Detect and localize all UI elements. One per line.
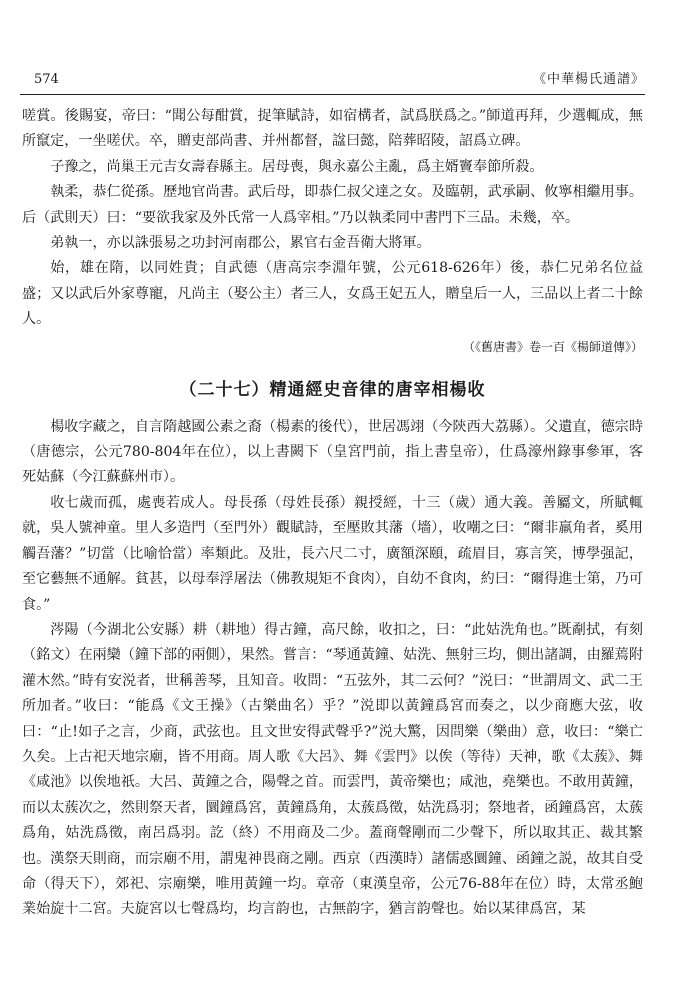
section-title: （二十七）精通經史音律的唐宰相楊收: [179, 379, 486, 400]
paragraph: 始，雄在隋，以同姓貴；自武德（唐高宗李淵年號，公元618-626年）後，恭仁兄弟名位益盛；又以武后外家尊寵，凡尚主（娶公主）者三人，女爲王妃五人，贈皇后一人，三品以上者二十餘人。: [22, 260, 643, 328]
paragraph: 涔陽（今湖北公安縣）耕（耕地）得古鐘，高尺餘，收扣之，曰：“此姑洗角也。”既劀拭，有刻（銘文）在兩欒（鐘下部的兩側），果然。嘗言：“琴通黃鐘、姑洗、無射三均，側出諸調，由羅蔫附灌木然。”時有安涚者，世稱善琴，且知音。收問：“五弦外，其二云何？”涚曰：“世謂周文、武二王所加者。”收曰：“能爲《文王操》（古樂曲名）乎？”涚即以黃鐘爲宮而奏之，以少商應大弦，收曰：“止!如子之言，少商，武弦也。且文世安得武聲乎?”涚大驚，因問樂（樂曲）意，收曰：“樂亡久矣。上古祀天地宗廟，皆不用商。周人歌《大呂》、舞《雲門》以俟（等待）天神，歌《太蔟》、舞《咸池》以俟地祇。大呂、黃鐘之合，陽聲之首。而雲門，黃帝樂也；咸池，堯樂也。不敢用黃鐘，而以太蔟次之，然則祭天者，圜鐘爲宮，黃鐘爲角，太蔟爲徵，姑洗爲羽；祭地者，函鐘爲宮，太蔟爲角，姑洗爲徵，南呂爲羽。訖（終）不用商及二少。蓋商聲剛而二少聲下，所以取其正、裁其繁也。漢祭天則商，而宗廟不用，謂鬼神畏商之剛。西京（西漢時）諸儒惑圜鐘、函鐘之説，故其自受命（得天下），郊祀、宗廟樂，唯用黃鐘一均。章帝（東漢皇帝，公元76-88年在位）時，太常丞鮑業始旋十二宮。夫旋宮以七聲爲均，均言韵也，古無韵字，猶言韵聲也。始以某律爲宮，某: [22, 621, 643, 918]
paragraph: 收七歲而孤，處喪若成人。母長孫（母姓長孫）親授經，十三（歲）通大義。善屬文，所賦輒就，吳人號神童。里人多造門（至門外）觀賦詩，至壓敗其藩（墻），收嘲之曰：“爾非羸角者，奚用觸吾藩？”切當（比喻恰當）率類此。及壯，長六尺二寸，廣額深頤，疏眉目，寡言笑，博學强記，至它藝無不通解。貧甚，以母奉浮屠法（佛教規矩不食肉），自幼不食肉，約曰：“爾得進士第，乃可食。”: [22, 494, 643, 613]
paragraph: 嗟賞。後賜宴，帝曰：“聞公每酣賞，捉筆賦詩，如宿構者，試爲朕爲之。”師道再拜，少選輒成，無所竄定，一坐嗟伏。卒，贈吏部尚書、并州都督，諡曰懿，陪葬昭陵，詔爲立碑。: [22, 108, 643, 150]
header-rule: [20, 94, 645, 95]
paragraph: 子豫之，尚巢王元吉女壽春縣主。居母喪，與永嘉公主亂，爲主婿竇奉節所殺。: [50, 158, 544, 175]
citation: （《舊唐書》卷一百《楊師道傳》）: [462, 339, 643, 354]
paragraph: 執柔，恭仁從孫。歷地官尚書。武后母，即恭仁叔父達之女。及臨朝，武承嗣、攸寧相繼用事。后（武則天）曰：“要欲我家及外氏常一人爲宰相。”乃以執柔同中書門下三品。未幾，卒。: [22, 184, 643, 226]
bottom-section: [22, 415, 643, 923]
paragraph: 弟執一，亦以誅張易之功封河南郡公，累官右金吾衛大將軍。: [50, 235, 431, 252]
page-number: 574: [34, 72, 59, 87]
paragraph: 楊收字藏之，自言隋越國公素之裔（楊素的後代），世居馮翊（今陝西大荔縣）。父遺直，德宗時（唐德宗，公元780-804年在位），以上書闕下（皇宮門前，指上書皇帝），仕爲濠州錄事參軍，客死姑蘇（今江蘇蘇州市）。: [22, 418, 643, 486]
top-section: [22, 104, 643, 333]
running-title: 《中華楊氏通譜》: [532, 72, 645, 87]
page-body: [22, 104, 643, 923]
page-header: [20, 70, 645, 96]
